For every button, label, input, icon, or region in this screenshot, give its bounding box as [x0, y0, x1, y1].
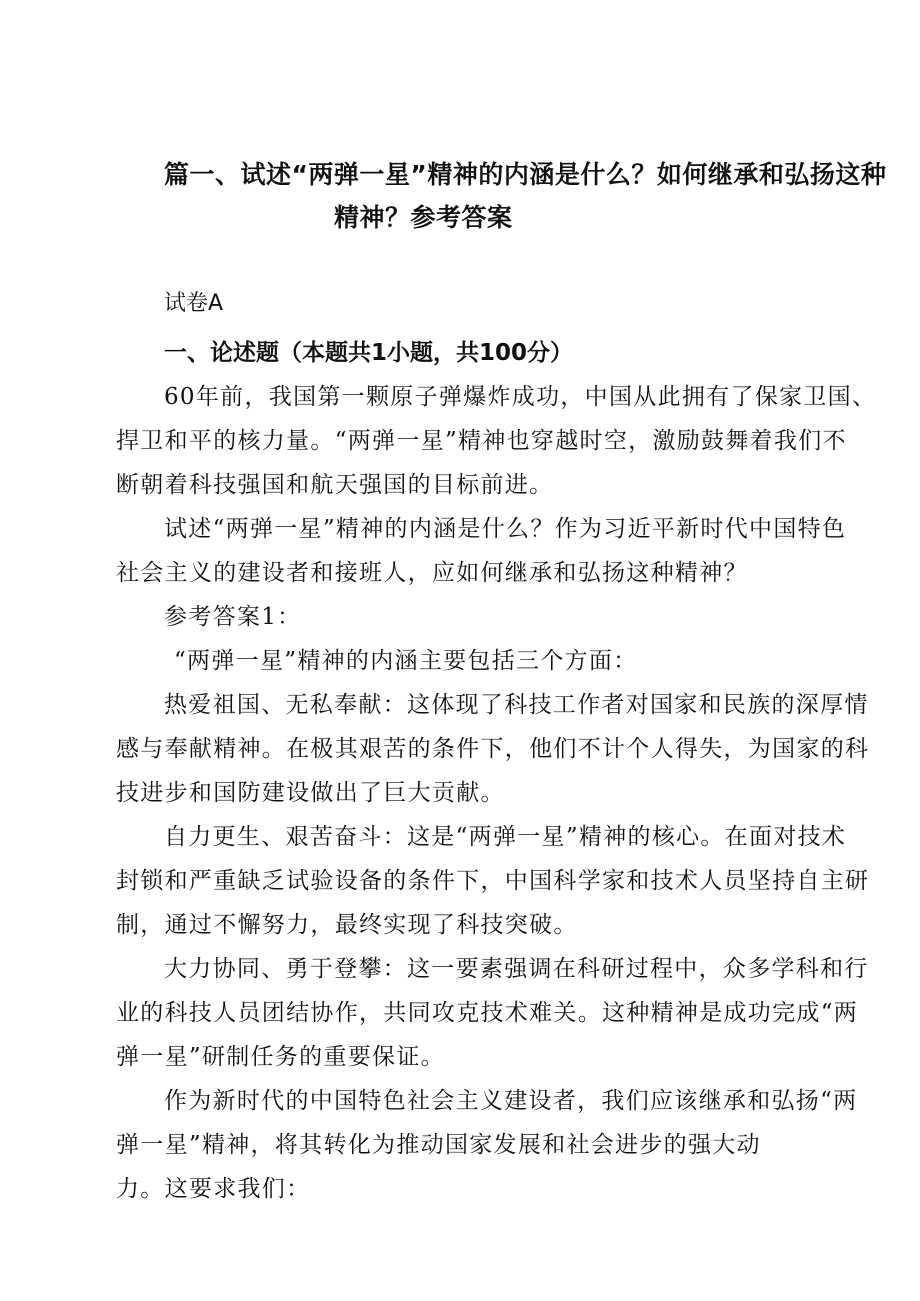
exam-label: 试卷A	[164, 291, 224, 316]
intro-line-3: 断朝着科技强国和航天强国的目标前进。	[116, 472, 554, 498]
document-title-line-1: 篇一、试述“两弹一星”精神的内涵是什么？如何继承和弘扬这种	[164, 160, 887, 189]
intro-line-1: 60年前，我国第一颗原子弹爆炸成功，中国从此拥有了保家卫国、	[164, 384, 877, 410]
point-2-line-2: 封锁和严重缺乏试验设备的条件下，中国科学家和技术人员坚持自主研	[116, 868, 870, 894]
point-3-line-3: 弹一星”研制任务的重要保证。	[116, 1044, 445, 1070]
point-1-line-1: 热爱祖国、无私奉献：这体现了科技工作者对国家和民族的深厚情	[164, 692, 869, 718]
point-3-line-1: 大力协同、勇于登攀：这一要素强调在科研过程中，众多学科和行	[164, 956, 869, 982]
inherit-line-2: 弹一星”精神，将其转化为推动国家发展和社会进步的强大动	[116, 1132, 761, 1158]
intro-line-2: 捍卫和平的核力量。“两弹一星”精神也穿越时空，激励鼓舞着我们不	[116, 428, 847, 454]
point-3-line-2: 业的科技人员团结协作，共同攻克技术难关。这种精神是成功完成“两	[116, 1000, 859, 1026]
section-heading: 一、论述题（本题共1小题，共100分）	[164, 340, 574, 366]
point-1-line-3: 技进步和国防建设做出了巨大贡献。	[116, 780, 505, 806]
inherit-line-3: 力。这要求我们：	[116, 1176, 311, 1202]
point-1-line-2: 感与奉献精神。在极其艰苦的条件下，他们不计个人得失，为国家的科	[116, 736, 870, 762]
inherit-line-1: 作为新时代的中国特色社会主义建设者，我们应该继承和弘扬“两	[164, 1088, 858, 1114]
point-2-line-3: 制，通过不懈努力，最终实现了科技突破。	[116, 912, 578, 938]
question-line-2: 社会主义的建设者和接班人，应如何继承和弘扬这种精神？	[116, 560, 748, 586]
answer-intro: “两弹一星”精神的内涵主要包括三个方面：	[174, 648, 638, 674]
question-line-1: 试述“两弹一星”精神的内涵是什么？作为习近平新时代中国特色	[164, 516, 847, 542]
document-title-line-2: 精神？参考答案	[334, 203, 513, 232]
point-2-line-1: 自力更生、艰苦奋斗：这是“两弹一星”精神的核心。在面对技术	[164, 824, 847, 850]
answer-label: 参考答案1：	[164, 604, 302, 630]
